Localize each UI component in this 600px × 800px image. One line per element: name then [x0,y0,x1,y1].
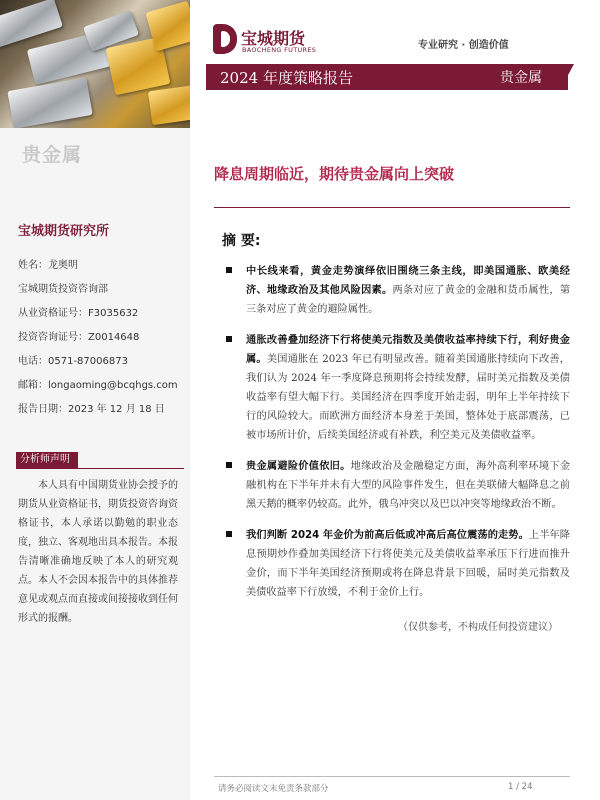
point-body: 上半年降息预期炒作叠加美国经济下行将使美元及美债收益率承压下行进而推升金价，而下半年美国经济预期或将在降息背景下回暖，届时美元指数及美债收益率下行放缓，不利于金价上行。 [246,530,570,598]
abstract-point [224,457,570,514]
point-body: 两条对应了黄金的金融和货币属性，第三条对应了黄金的避险属性。 [246,285,571,315]
main-title: 降息周期临近，期待贵金属向上突破 [214,165,455,183]
institute-name: 宝城期货研究所 [18,224,110,239]
abstract-points [224,262,570,614]
point-body: 地缘政治及金融稳定方面，海外高利率环境下金融机构在下半年并未有大型的风险事件发生，但在美联储大幅降息之前黑天鹅的概率仍较高。此外，俄乌冲突以及巴以冲突等地缘政治不断。 [246,461,571,510]
title-divider [214,207,570,208]
slogan: 专业研究 · 创造价值 [418,40,509,51]
abstract-heading: 摘 要: [222,233,261,249]
bullet-square-icon [226,531,232,537]
bullet-square-icon [226,336,232,342]
info-row-name: 姓名：龙奥明 [18,260,78,271]
bullet-square-icon [226,462,232,468]
sidebar [0,0,190,800]
analyst-statement-title: 分析师声明 [16,452,78,468]
point-key-sentence: 贵金属避险价值依旧。 [246,461,351,472]
analyst-info [18,254,186,422]
info-row-department: 宝城期货投资咨询部 [18,284,108,295]
point-body: 美国通胀在 2023 年已有明显改善。随着美国通胀持续向下改善，我们认为 2024 年一季度降息预期将会持续发酵，届时美元指数及美债收益率有望大幅下行。美国经济在四季度开始走弱，明年上半年持续下行的风险较大。而欧洲方面经济本身差于美国，整体处于底部震荡，已被市场所计价，后续美国经济或有补跌，利空美元及美债收益率。 [246,354,570,441]
info-row-phone: 电话：0571-87006873 [18,356,128,367]
statement-divider [16,468,184,469]
point-key-sentence: 我们判断 2024 年金价为前高后低或冲高后高位震荡的走势。 [246,530,529,541]
info-row-email: 邮箱：longaoming@bcqhgs.com [18,380,178,391]
investment-disclaimer: （仅供参考，不构成任何投资建议） [398,622,558,633]
analyst-statement: 本人具有中国期货业协会授予的期货从业资格证书，期货投资咨询资格证书，本人承诺以勤勉的职业态度，独立、客观地出具本报告。本报告清晰准确地反映了本人的研究观点。本人不会因本报告中的具体推荐意见或观点而直接或间接接收到任何形式的报酬。 [18,480,178,624]
abstract-point [224,262,570,319]
point-key-sentence: 中长线来看，黄金走势演绎依旧围绕三条主线，即美国通胀、欧美经济、地缘政治及其他风险因素。 [246,266,570,296]
report-banner [206,64,568,90]
logo-mark-icon [213,24,237,54]
precious-metal-bars-image [0,0,190,128]
logo-english: BAOCHENG FUTURES [242,46,317,54]
hero-label: 贵金属 [22,144,83,166]
bullet-square-icon [226,267,232,273]
info-row-consult-license: 投资咨询证号：Z0014648 [18,332,140,343]
info-row-date: 报告日期：2023 年 12 月 18 日 [18,404,165,415]
info-row-license: 从业资格证号：F3035632 [18,308,139,319]
abstract-point [224,331,570,445]
footer-divider [214,776,570,777]
page-number: 1 / 24 [508,782,533,792]
point-key-sentence: 通胀改善叠加经济下行将使美元指数及美债收益率持续下行，利好贵金属。 [246,335,570,365]
report-category: 贵金属 [500,70,542,86]
report-title: 2024 年度策略报告 [220,69,353,87]
banner-tail [560,64,574,90]
footer-note: 请务必阅读文末免责条款部分 [218,784,329,794]
logo-chinese: 宝城期货 [241,29,306,48]
abstract-point [224,526,570,602]
company-logo [213,24,323,58]
